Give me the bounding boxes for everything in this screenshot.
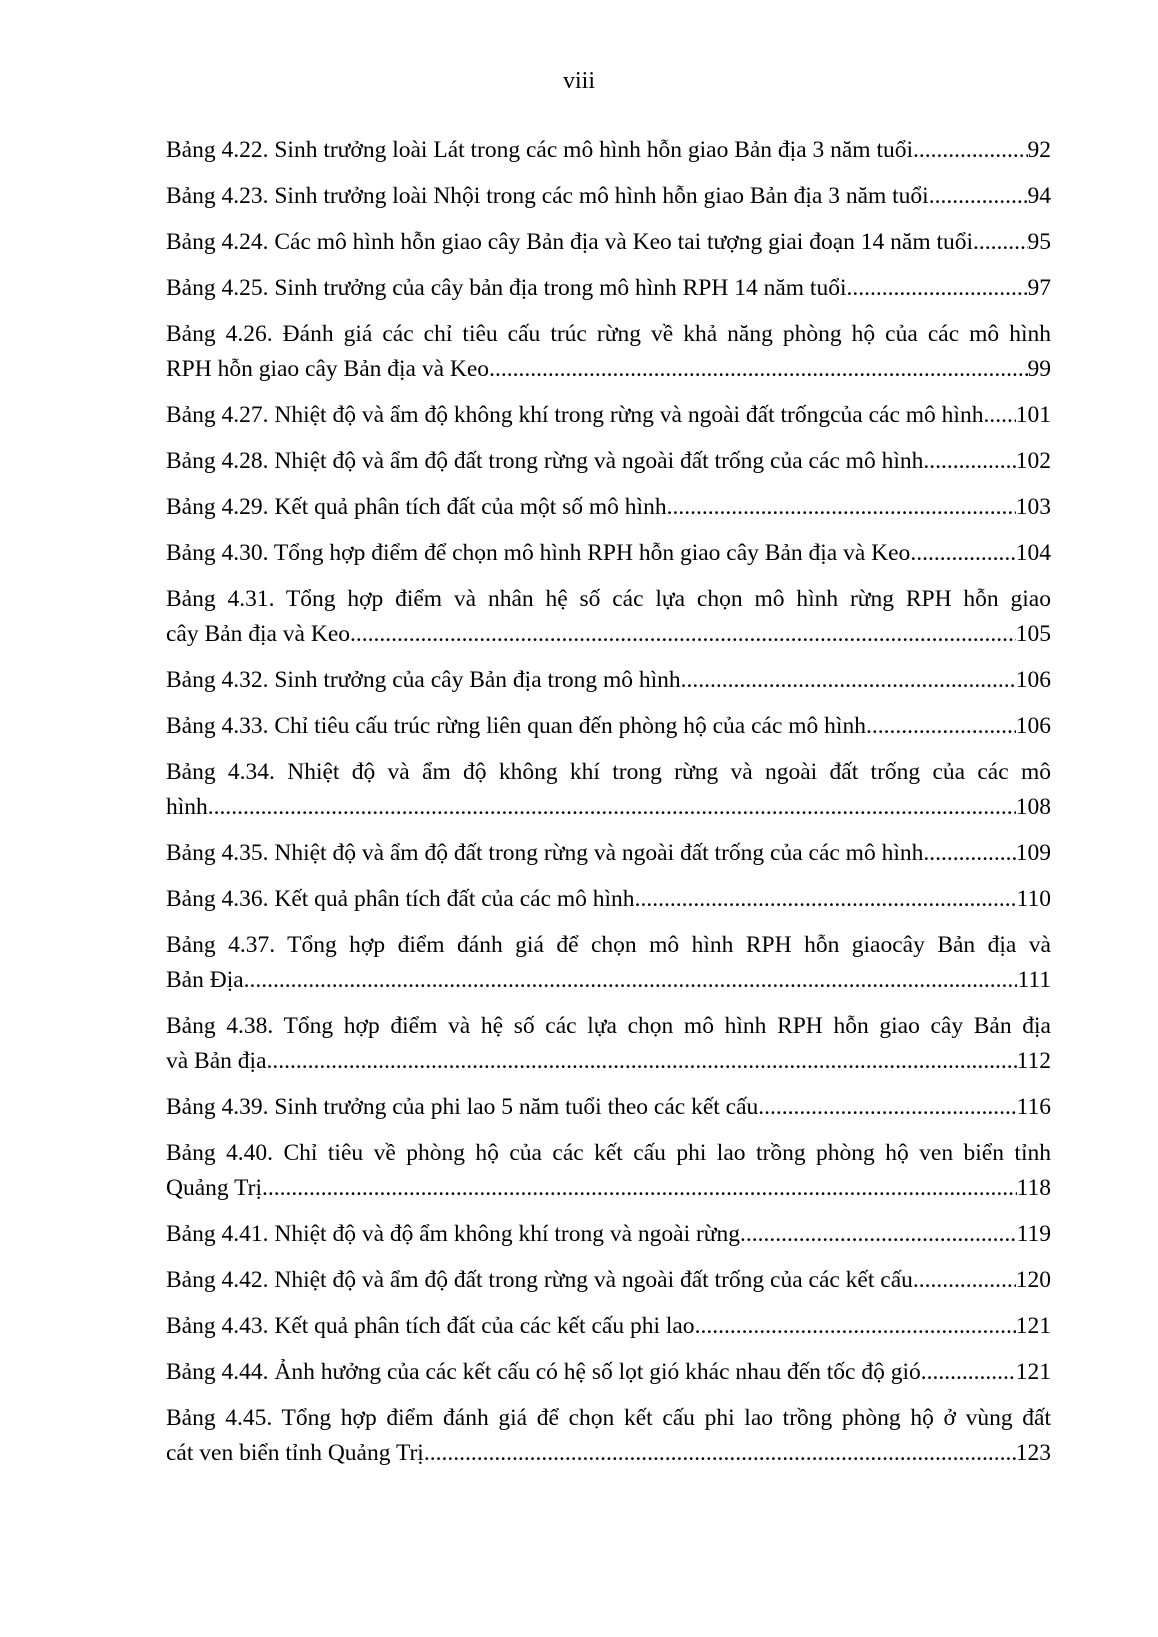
toc-entry-title: Bản Địa <box>166 967 244 993</box>
toc-entry[interactable] <box>166 1009 1051 1079</box>
toc-entry-title: Bảng 4.29. Kết quả phân tích đất của một số mô hình <box>166 494 667 520</box>
toc-entry[interactable] <box>166 755 1051 825</box>
toc-entry-title: Quảng Trị <box>166 1175 262 1201</box>
toc-entry-title-first-line: Bảng 4.31. Tổng hợp điểm và nhân hệ số các lựa chọn mô hình rừng RPH hỗn giao <box>166 586 1051 612</box>
toc-entry-title: hình <box>166 794 208 820</box>
toc-entry-page-number: 104 <box>1015 540 1051 566</box>
toc-entry-title: Bảng 4.35. Nhiệt độ và ẩm độ đất trong rừng và ngoài đất trống của các mô hình <box>166 840 924 866</box>
toc-entry-page-number: 109 <box>1015 840 1051 866</box>
toc-entry-title: Bảng 4.24. Các mô hình hỗn giao cây Bản địa và Keo tai tượng giai đoạn 14 năm tuổi <box>166 229 974 255</box>
toc-entry-page-number: 103 <box>1015 494 1051 520</box>
page-number: viii <box>562 68 595 94</box>
toc-entry[interactable] <box>166 836 1051 871</box>
dot-leader <box>350 617 1016 652</box>
toc-entry[interactable] <box>166 1136 1051 1206</box>
toc-entry-title-first-line: Bảng 4.34. Nhiệt độ và ẩm độ không khí trong rừng và ngoài đất trống của các mô <box>166 759 1051 785</box>
dot-leader <box>262 1171 1017 1206</box>
toc-entry-title-first-line: Bảng 4.40. Chỉ tiêu về phòng hộ của các kết cấu phi lao trồng phòng hộ ven biển tỉnh <box>166 1140 1051 1166</box>
toc-entry-page-number: 108 <box>1015 794 1051 820</box>
toc-entry-title: Bảng 4.44. Ảnh hưởng của các kết cấu có hệ số lọt gió khác nhau đến tốc độ gió <box>166 1359 921 1385</box>
toc-entry[interactable] <box>166 271 1051 306</box>
toc-entry[interactable] <box>166 133 1051 168</box>
toc-entry-title: Bảng 4.32. Sinh trưởng của cây Bản địa trong mô hình <box>166 667 681 693</box>
toc-entry-title: Bảng 4.27. Nhiệt độ và ẩm độ không khí trong rừng và ngoài đất trốngcủa các mô hình <box>166 402 984 428</box>
toc-entry-title: Bảng 4.42. Nhiệt độ và ẩm độ đất trong rừng và ngoài đất trống của các kết cấu <box>166 1267 913 1293</box>
toc-entry-page-number: 111 <box>1017 967 1051 993</box>
toc-entry-title: Bảng 4.30. Tổng hợp điểm để chọn mô hình RPH hỗn giao cây Bản địa và Keo <box>166 540 911 566</box>
toc-entry[interactable] <box>166 490 1051 525</box>
toc-entry-page-number: 99 <box>1027 356 1051 382</box>
toc-entry-page-number: 118 <box>1016 1175 1051 1201</box>
toc-entry-page-number: 120 <box>1015 1267 1051 1293</box>
toc-entry[interactable] <box>166 444 1051 479</box>
dot-leader <box>846 271 1027 306</box>
dot-leader <box>667 490 1016 525</box>
toc-entry[interactable] <box>166 1355 1051 1390</box>
table-of-contents <box>166 133 1051 1482</box>
dot-leader <box>913 133 1027 168</box>
toc-entry-title: RPH hỗn giao cây Bản địa và Keo <box>166 356 490 382</box>
toc-entry-title: và Bản địa <box>166 1048 267 1074</box>
dot-leader <box>923 836 1015 871</box>
toc-entry-page-number: 123 <box>1015 1440 1051 1466</box>
dot-leader <box>866 709 1016 744</box>
toc-entry-page-number: 121 <box>1015 1313 1051 1339</box>
toc-entry[interactable] <box>166 928 1051 998</box>
toc-entry-title: cây Bản địa và Keo <box>166 621 351 647</box>
toc-entry[interactable] <box>166 536 1051 571</box>
toc-entry-page-number: 121 <box>1015 1359 1051 1385</box>
toc-entry-page-number: 116 <box>1016 1094 1051 1120</box>
dot-leader <box>913 1263 1016 1298</box>
toc-entry-page-number: 106 <box>1015 667 1051 693</box>
toc-entry[interactable] <box>166 398 1051 433</box>
toc-entry-page-number: 97 <box>1027 275 1051 301</box>
toc-entry-title-first-line: Bảng 4.38. Tổng hợp điểm và hệ số các lựa chọn mô hình RPH hỗn giao cây Bản địa <box>166 1013 1051 1039</box>
dot-leader <box>424 1436 1016 1471</box>
dot-leader <box>923 444 1015 479</box>
dot-leader <box>929 179 1028 214</box>
toc-entry-page-number: 94 <box>1027 183 1051 209</box>
dot-leader <box>695 1309 1016 1344</box>
toc-entry-title-first-line: Bảng 4.26. Đánh giá các chỉ tiêu cấu trúc rừng về khả năng phòng hộ của các mô hình <box>166 321 1051 347</box>
toc-entry-title: Bảng 4.28. Nhiệt độ và ẩm độ đất trong rừng và ngoài đất trống của các mô hình <box>166 448 924 474</box>
toc-entry-title: Bảng 4.36. Kết quả phân tích đất của các mô hình <box>166 886 635 912</box>
toc-entry-title: Bảng 4.22. Sinh trưởng loài Lát trong các mô hình hỗn giao Bản địa 3 năm tuổi <box>166 137 914 163</box>
toc-entry-page-number: 106 <box>1015 713 1051 739</box>
toc-entry-title-first-line: Bảng 4.37. Tổng hợp điểm đánh giá để chọn mô hình RPH hỗn giaocây Bản địa và <box>166 932 1051 958</box>
toc-entry[interactable] <box>166 1309 1051 1344</box>
toc-entry[interactable] <box>166 1217 1051 1252</box>
toc-entry[interactable] <box>166 663 1051 698</box>
toc-entry[interactable] <box>166 1401 1051 1471</box>
toc-entry[interactable] <box>166 317 1051 387</box>
toc-entry[interactable] <box>166 179 1051 214</box>
dot-leader <box>740 1217 1017 1252</box>
toc-entry-page-number: 101 <box>1015 402 1051 428</box>
toc-entry-title: Bảng 4.41. Nhiệt độ và độ ẩm không khí trong và ngoài rừng <box>166 1221 741 1247</box>
toc-entry[interactable] <box>166 1263 1051 1298</box>
dot-leader <box>758 1090 1016 1125</box>
toc-entry-title: cát ven biển tỉnh Quảng Trị <box>166 1440 424 1466</box>
toc-entry-title: Bảng 4.39. Sinh trưởng của phi lao 5 năm tuổi theo các kết cấu <box>166 1094 759 1120</box>
toc-entry[interactable] <box>166 225 1051 260</box>
toc-entry[interactable] <box>166 709 1051 744</box>
toc-entry-page-number: 92 <box>1027 137 1051 163</box>
toc-entry-title: Bảng 4.33. Chỉ tiêu cấu trúc rừng liên quan đến phòng hộ của các mô hình <box>166 713 866 739</box>
dot-leader <box>910 536 1015 571</box>
dot-leader <box>973 225 1027 260</box>
toc-entry-title: Bảng 4.25. Sinh trưởng của cây bản địa trong mô hình RPH 14 năm tuổi <box>166 275 847 301</box>
toc-entry-page-number: 95 <box>1027 229 1051 255</box>
toc-entry-page-number: 110 <box>1016 886 1051 912</box>
dot-leader <box>681 663 1016 698</box>
toc-entry-page-number: 112 <box>1016 1048 1051 1074</box>
toc-entry[interactable] <box>166 1090 1051 1125</box>
dot-leader <box>635 882 1017 917</box>
toc-entry-title: Bảng 4.23. Sinh trưởng loài Nhội trong các mô hình hỗn giao Bản địa 3 năm tuổi <box>166 183 929 209</box>
toc-entry[interactable] <box>166 882 1051 917</box>
dot-leader <box>244 963 1018 998</box>
toc-entry-title-first-line: Bảng 4.45. Tổng hợp điểm đánh giá để chọn kết cấu phi lao trồng phòng hộ ở vùng đất <box>166 1405 1051 1431</box>
toc-entry[interactable] <box>166 582 1051 652</box>
toc-entry-page-number: 105 <box>1015 621 1051 647</box>
dot-leader <box>208 790 1016 825</box>
dot-leader <box>983 398 1015 433</box>
toc-entry-title: Bảng 4.43. Kết quả phân tích đất của các kết cấu phi lao <box>166 1313 695 1339</box>
toc-entry-page-number: 102 <box>1015 448 1051 474</box>
dot-leader <box>267 1044 1017 1079</box>
toc-entry-page-number: 119 <box>1016 1221 1051 1247</box>
dot-leader <box>489 352 1027 387</box>
dot-leader <box>921 1355 1016 1390</box>
